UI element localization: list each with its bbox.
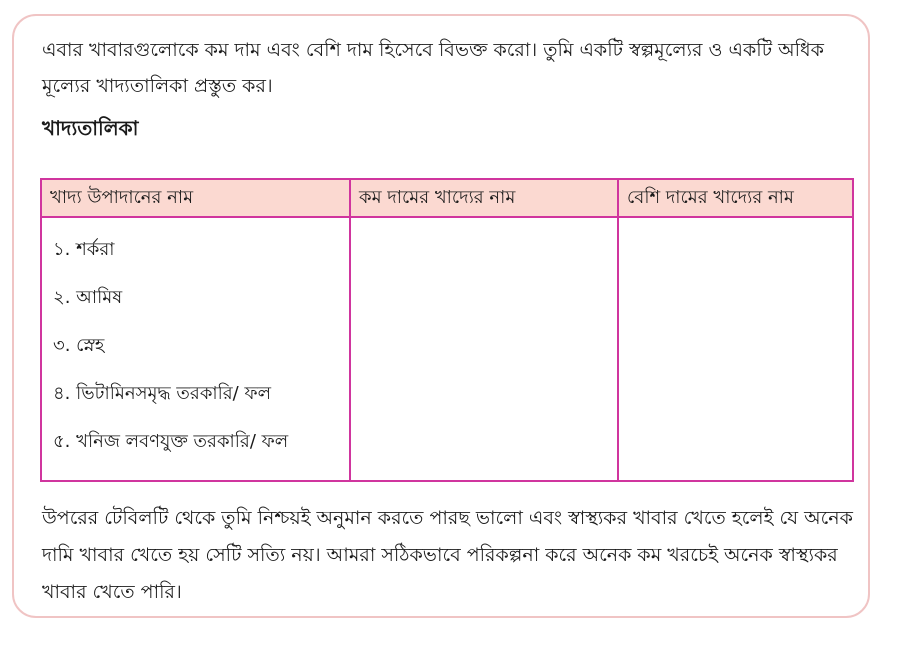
table-header-row — [41, 179, 853, 217]
food-component-cell — [41, 217, 350, 481]
column-header: কম দামের খাদ্যের নাম — [350, 179, 618, 217]
list-item: ১. শর্করা — [53, 239, 115, 260]
high-cost-food-cell — [618, 217, 853, 481]
list-item: ৫. খনিজ লবণযুক্ত তরকারি/ ফল — [53, 431, 289, 452]
food-component-list — [43, 219, 348, 473]
table-row — [41, 217, 853, 481]
food-table — [40, 178, 854, 482]
section-heading: খাদ্যতালিকা — [42, 116, 139, 140]
intro-paragraph: এবার খাবারগুলোকে কম দাম এবং বেশি দাম হিসেবে বিভক্ত করো। তুমি একটি স্বল্পমূল্যের ও একটি অধিক মূল্যের খাদ্যতালিকা প্রস্তুত কর। — [42, 39, 824, 97]
outro-paragraph: উপরের টেবিলটি থেকে তুমি নিশ্চয়ই অনুমান করতে পারছ ভালো এবং স্বাস্থ্যকর খাবার খেতে হলেই যে অনেক দামি খাবার খেতে হয় সেটি সত্যি নয়। আমরা সঠিকভাবে পরিকল্পনা করে অনেক কম খরচেই অনেক স্বাস্থ্যকর খাবার খেতে পারি। — [42, 507, 853, 603]
list-item: ২. আমিষ — [53, 287, 123, 308]
column-header: বেশি দামের খাদ্যের নাম — [618, 179, 853, 217]
column-header: খাদ্য উপাদানের নাম — [41, 179, 350, 217]
list-item: ৪. ভিটামিনসমৃদ্ধ তরকারি/ ফল — [53, 383, 272, 404]
low-cost-food-cell — [350, 217, 618, 481]
list-item: ৩. স্নেহ — [53, 335, 105, 356]
